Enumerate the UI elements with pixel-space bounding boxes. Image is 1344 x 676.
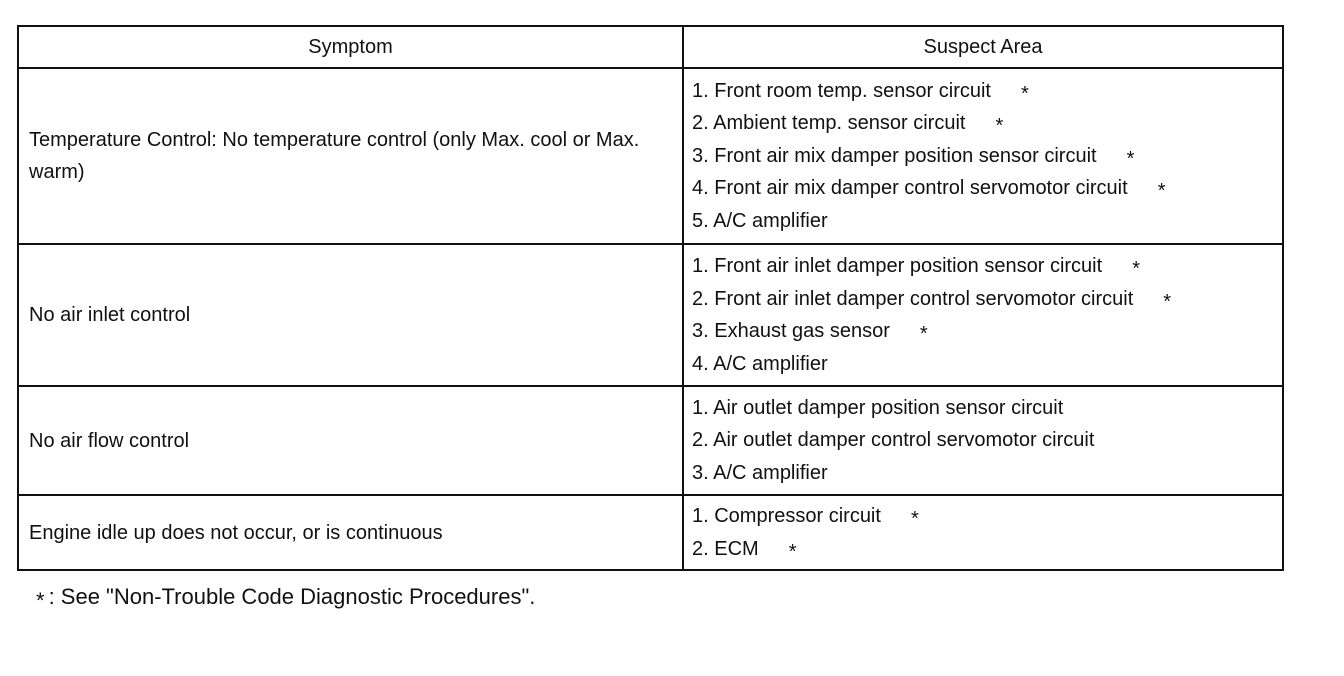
suspect-item: [692, 172, 1282, 205]
suspect-item: [692, 283, 1282, 316]
suspect-item: [692, 250, 1282, 283]
asterisk-mark: *: [1163, 290, 1172, 313]
symptom-cell: Engine idle up does not occur, or is continuous: [18, 495, 683, 570]
suspect-item-text: 3. Front air mix damper position sensor circuit: [692, 144, 1097, 167]
asterisk-mark: *: [995, 115, 1004, 138]
suspect-item-text: 2. Ambient temp. sensor circuit: [692, 112, 966, 135]
suspect-item: [692, 107, 1282, 140]
suspect-item-text: 1. Air outlet damper position sensor circuit: [692, 396, 1064, 419]
asterisk-mark: *: [1132, 258, 1140, 280]
suspect-item: [692, 392, 1282, 425]
suspect-item-text: 4. Front air mix damper control servomotor circuit: [692, 177, 1128, 200]
suspect-item: [692, 533, 1282, 566]
suspect-area-cell: [683, 244, 1283, 386]
suspect-item-text: 3. A/C amplifier: [692, 461, 828, 484]
footnote-asterisk: *: [36, 588, 45, 613]
suspect-area-cell: [683, 495, 1283, 570]
suspect-item: [692, 140, 1282, 173]
suspect-item-text: 3. Exhaust gas sensor: [692, 320, 890, 342]
asterisk-mark: *: [788, 540, 797, 563]
header-symptom: Symptom: [18, 26, 683, 68]
suspect-item-text: 2. ECM: [692, 537, 759, 560]
suspect-item-text: 2. Front air inlet damper control servomotor circuit: [692, 287, 1134, 310]
symptom-cell: Temperature Control: No temperature control (only Max. cool or Max. warm): [18, 68, 683, 244]
table-row: [18, 68, 1283, 244]
suspect-area-cell: [683, 386, 1283, 495]
asterisk-mark: *: [1020, 82, 1029, 105]
asterisk-mark: *: [1126, 147, 1135, 170]
symptom-cell: No air inlet control: [18, 244, 683, 386]
suspect-item-text: 2. Air outlet damper control servomotor circuit: [692, 429, 1095, 452]
footnote: [36, 584, 536, 613]
suspect-item-text: 1. Compressor circuit: [692, 505, 881, 527]
table-row: [18, 244, 1283, 386]
suspect-item-text: 5. A/C amplifier: [692, 209, 828, 232]
asterisk-mark: *: [1157, 180, 1166, 203]
asterisk-mark: *: [919, 323, 928, 345]
suspect-item: [692, 315, 1282, 348]
asterisk-mark: *: [910, 508, 919, 530]
suspect-item: [692, 348, 1282, 381]
symptom-cell: No air flow control: [18, 386, 683, 495]
suspect-area-cell: [683, 68, 1283, 244]
suspect-item: [692, 457, 1282, 490]
suspect-item-text: 1. Front room temp. sensor circuit: [692, 79, 991, 102]
table-row: [18, 495, 1283, 570]
suspect-item: [692, 424, 1282, 457]
table-row: [18, 386, 1283, 495]
diagnostic-table: [17, 25, 1284, 571]
footnote-text: : See "Non-Trouble Code Diagnostic Procedures".: [48, 584, 536, 609]
suspect-item-text: 1. Front air inlet damper position sensor circuit: [692, 255, 1103, 277]
header-row: [18, 26, 1283, 68]
suspect-item: [692, 75, 1282, 108]
header-suspect-area: Suspect Area: [683, 26, 1283, 68]
suspect-item-text: 4. A/C amplifier: [692, 352, 828, 375]
suspect-item: [692, 205, 1282, 238]
suspect-item: [692, 500, 1282, 533]
